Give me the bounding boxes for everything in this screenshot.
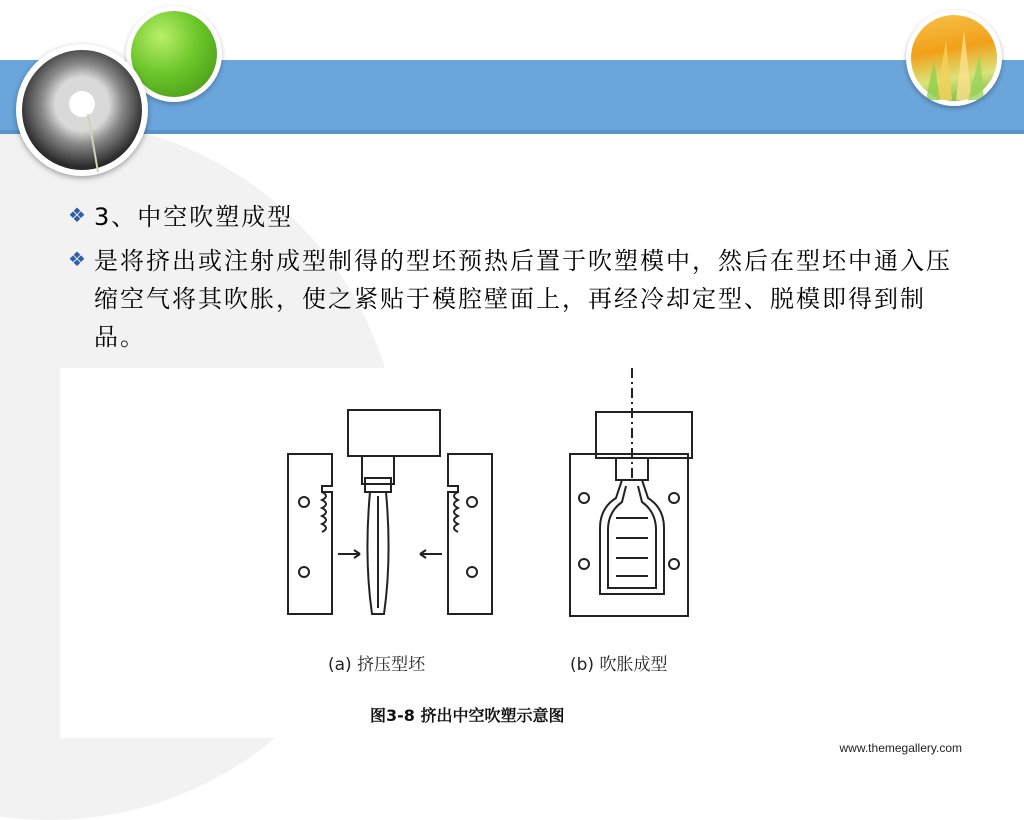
diamond-bullet-icon: ❖	[68, 203, 86, 227]
flower-petals	[906, 10, 1002, 106]
blow-molding-figure	[60, 368, 720, 738]
flower-photo	[906, 10, 1002, 106]
figure-caption-a: (a) 挤压型坯	[328, 655, 426, 675]
slide-content	[68, 198, 968, 356]
blow-molding-diagram	[60, 368, 720, 738]
bullet-body: 是将挤出或注射成型制得的型坯预热后置于吹塑模中，然后在型坯中通入压缩空气将其吹胀，使之紧贴于模腔壁面上，再经冷却定型、脱模即得到制品。	[94, 247, 952, 351]
dandelion-photo	[16, 44, 148, 176]
figure-title: 图3-8 挤出中空吹塑示意图	[370, 706, 565, 725]
diamond-bullet-icon: ❖	[68, 247, 86, 271]
footer-url: www.themegallery.com	[839, 741, 962, 755]
dandelion-stem	[16, 44, 148, 176]
bullet-item	[68, 198, 968, 236]
bullet-heading: 3、中空吹塑成型	[94, 203, 294, 231]
figure-caption-b: (b) 吹胀成型	[570, 655, 668, 675]
header-band-edge	[0, 130, 1024, 134]
bullet-item	[68, 242, 968, 356]
